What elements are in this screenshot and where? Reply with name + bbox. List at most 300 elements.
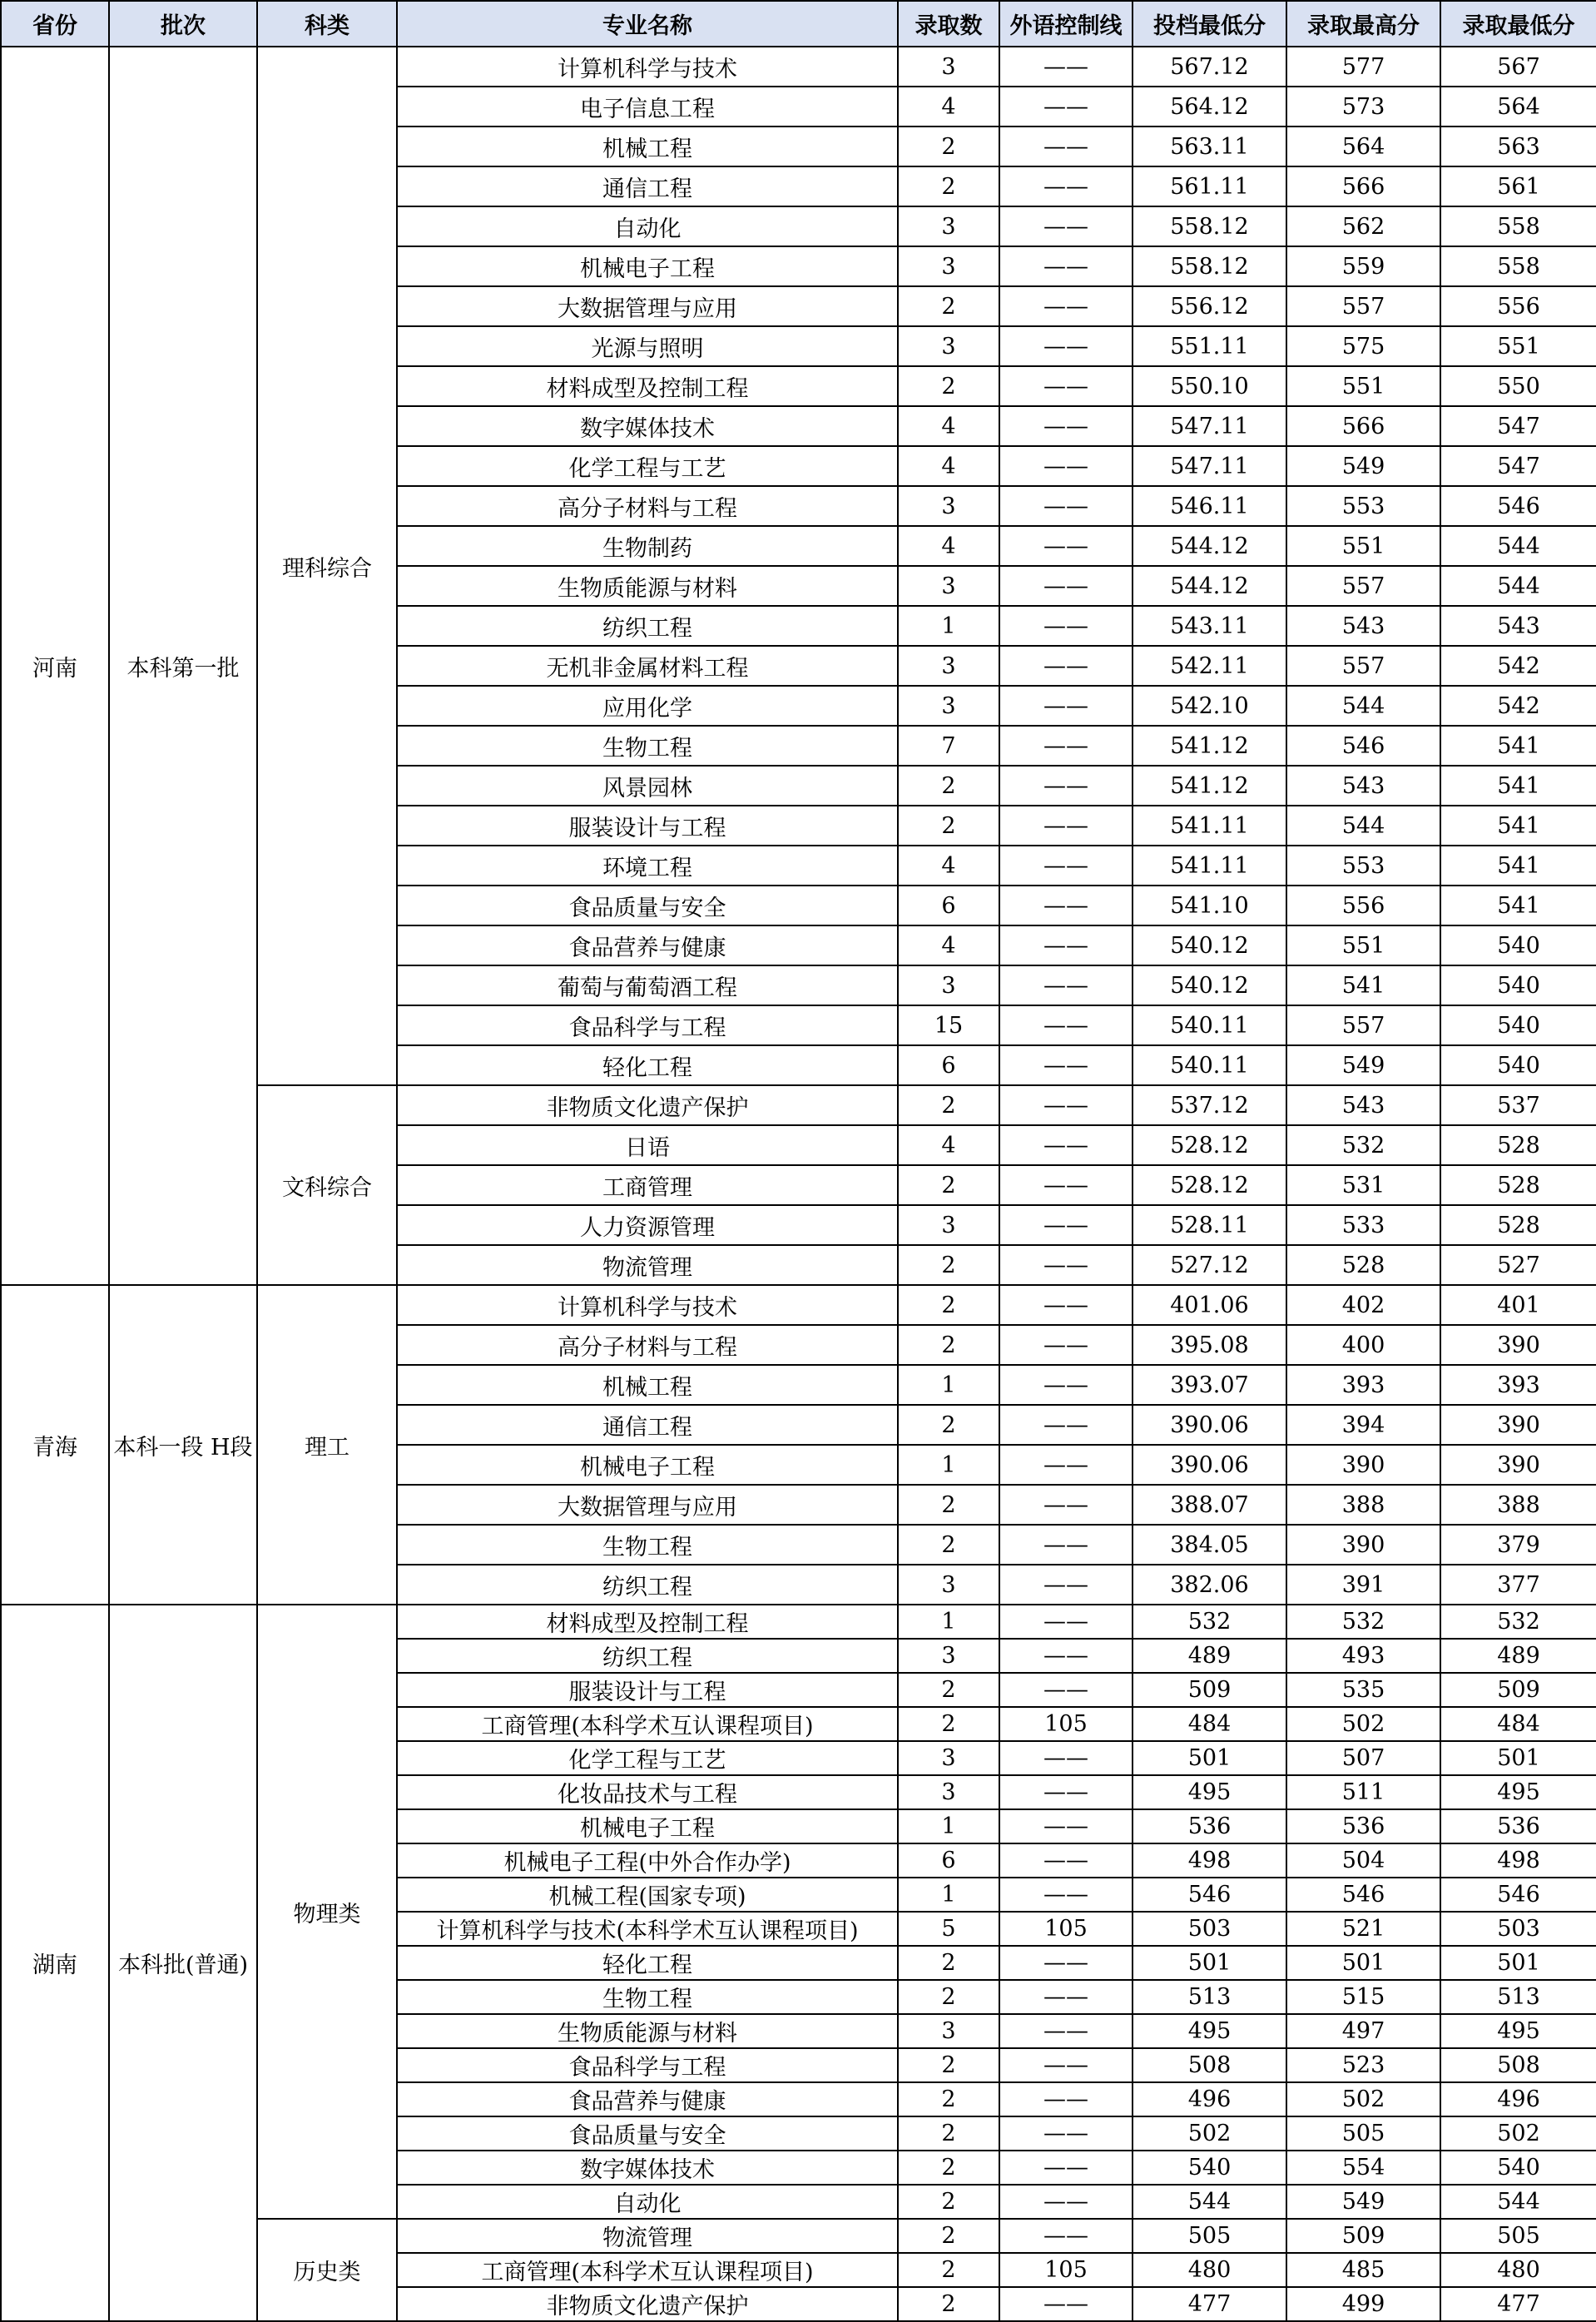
min-score-cell: 540 <box>1440 2151 1596 2185</box>
min-score-cell: 564 <box>1440 87 1596 127</box>
max-score-cell: 402 <box>1286 1285 1440 1325</box>
min-filing-score-cell: 393.07 <box>1133 1365 1286 1405</box>
language-control-line-cell: —— <box>999 366 1133 406</box>
language-control-line-cell: —— <box>999 2014 1133 2048</box>
language-control-line-cell: —— <box>999 1045 1133 1085</box>
major-name-cell: 计算机科学与技术(本科学术互认课程项目) <box>397 1912 898 1946</box>
province-cell: 河南 <box>1 47 109 1285</box>
language-control-line-cell: —— <box>999 766 1133 806</box>
language-control-line-cell: —— <box>999 1775 1133 1809</box>
max-score-cell: 388 <box>1286 1485 1440 1525</box>
language-control-line-cell: —— <box>999 1245 1133 1285</box>
language-control-line-cell: —— <box>999 886 1133 925</box>
min-filing-score-cell: 489 <box>1133 1639 1286 1673</box>
min-score-cell: 561 <box>1440 166 1596 206</box>
min-score-cell: 547 <box>1440 446 1596 486</box>
min-score-cell: 513 <box>1440 1980 1596 2014</box>
major-name-cell: 通信工程 <box>397 166 898 206</box>
major-name-cell: 计算机科学与技术 <box>397 47 898 87</box>
language-control-line-cell: —— <box>999 87 1133 127</box>
min-score-cell: 544 <box>1440 526 1596 566</box>
max-score-cell: 557 <box>1286 646 1440 686</box>
min-score-cell: 498 <box>1440 1843 1596 1878</box>
min-filing-score-cell: 390.06 <box>1133 1445 1286 1485</box>
admitted-count-cell: 2 <box>898 1946 999 1980</box>
max-score-cell: 521 <box>1286 1912 1440 1946</box>
admitted-count-cell: 2 <box>898 1980 999 2014</box>
min-score-cell: 541 <box>1440 766 1596 806</box>
header-max-score: 录取最高分 <box>1286 1 1440 47</box>
language-control-line-cell: —— <box>999 965 1133 1005</box>
major-name-cell: 自动化 <box>397 2185 898 2219</box>
min-filing-score-cell: 544 <box>1133 2185 1286 2219</box>
min-filing-score-cell: 541.12 <box>1133 766 1286 806</box>
header-category: 科类 <box>257 1 397 47</box>
language-control-line-cell: —— <box>999 47 1133 87</box>
min-filing-score-cell: 558.12 <box>1133 206 1286 246</box>
language-control-line-cell: —— <box>999 1365 1133 1405</box>
major-name-cell: 非物质文化遗产保护 <box>397 1085 898 1125</box>
min-filing-score-cell: 550.10 <box>1133 366 1286 406</box>
major-name-cell: 机械工程(国家专项) <box>397 1878 898 1912</box>
min-filing-score-cell: 540.12 <box>1133 965 1286 1005</box>
admitted-count-cell: 2 <box>898 1245 999 1285</box>
max-score-cell: 390 <box>1286 1525 1440 1565</box>
min-score-cell: 541 <box>1440 846 1596 886</box>
language-control-line-cell: —— <box>999 1445 1133 1485</box>
admitted-count-cell: 3 <box>898 486 999 526</box>
language-control-line-cell: 105 <box>999 2253 1133 2287</box>
language-control-line-cell: —— <box>999 1085 1133 1125</box>
admitted-count-cell: 2 <box>898 2048 999 2082</box>
min-filing-score-cell: 558.12 <box>1133 246 1286 286</box>
max-score-cell: 549 <box>1286 2185 1440 2219</box>
max-score-cell: 554 <box>1286 2151 1440 2185</box>
max-score-cell: 515 <box>1286 1980 1440 2014</box>
max-score-cell: 575 <box>1286 326 1440 366</box>
max-score-cell: 532 <box>1286 1125 1440 1165</box>
language-control-line-cell: —— <box>999 166 1133 206</box>
major-name-cell: 轻化工程 <box>397 1946 898 1980</box>
min-filing-score-cell: 528.12 <box>1133 1125 1286 1165</box>
max-score-cell: 531 <box>1286 1165 1440 1205</box>
language-control-line-cell: —— <box>999 1673 1133 1707</box>
category-cell: 理科综合 <box>257 47 397 1085</box>
min-score-cell: 489 <box>1440 1639 1596 1673</box>
table-body <box>1 47 1596 2321</box>
max-score-cell: 546 <box>1286 726 1440 766</box>
language-control-line-cell: —— <box>999 1741 1133 1775</box>
min-filing-score-cell: 532 <box>1133 1605 1286 1639</box>
major-name-cell: 生物制药 <box>397 526 898 566</box>
min-score-cell: 477 <box>1440 2287 1596 2321</box>
min-filing-score-cell: 390.06 <box>1133 1405 1286 1445</box>
major-name-cell: 化学工程与工艺 <box>397 1741 898 1775</box>
min-filing-score-cell: 527.12 <box>1133 1245 1286 1285</box>
language-control-line-cell: —— <box>999 2082 1133 2116</box>
min-score-cell: 546 <box>1440 486 1596 526</box>
min-score-cell: 541 <box>1440 886 1596 925</box>
min-filing-score-cell: 541.11 <box>1133 806 1286 846</box>
max-score-cell: 551 <box>1286 526 1440 566</box>
max-score-cell: 523 <box>1286 2048 1440 2082</box>
header-batch: 批次 <box>109 1 257 47</box>
min-score-cell: 390 <box>1440 1405 1596 1445</box>
min-score-cell: 505 <box>1440 2219 1596 2253</box>
min-filing-score-cell: 384.05 <box>1133 1525 1286 1565</box>
major-name-cell: 服装设计与工程 <box>397 806 898 846</box>
language-control-line-cell: —— <box>999 1605 1133 1639</box>
language-control-line-cell: —— <box>999 2185 1133 2219</box>
admitted-count-cell: 4 <box>898 1125 999 1165</box>
max-score-cell: 566 <box>1286 166 1440 206</box>
major-name-cell: 人力资源管理 <box>397 1205 898 1245</box>
major-name-cell: 计算机科学与技术 <box>397 1285 898 1325</box>
min-score-cell: 544 <box>1440 2185 1596 2219</box>
header-min-score: 录取最低分 <box>1440 1 1596 47</box>
language-control-line-cell: —— <box>999 1565 1133 1605</box>
language-control-line-cell: —— <box>999 1285 1133 1325</box>
language-control-line-cell: —— <box>999 1980 1133 2014</box>
min-filing-score-cell: 503 <box>1133 1912 1286 1946</box>
language-control-line-cell: —— <box>999 2219 1133 2253</box>
major-name-cell: 食品质量与安全 <box>397 2116 898 2151</box>
min-score-cell: 377 <box>1440 1565 1596 1605</box>
max-score-cell: 557 <box>1286 566 1440 606</box>
admitted-count-cell: 2 <box>898 127 999 166</box>
max-score-cell: 504 <box>1286 1843 1440 1878</box>
major-name-cell: 机械电子工程(中外合作办学) <box>397 1843 898 1878</box>
language-control-line-cell: —— <box>999 2151 1133 2185</box>
max-score-cell: 485 <box>1286 2253 1440 2287</box>
max-score-cell: 559 <box>1286 246 1440 286</box>
admitted-count-cell: 1 <box>898 1365 999 1405</box>
admitted-count-cell: 3 <box>898 206 999 246</box>
max-score-cell: 502 <box>1286 2082 1440 2116</box>
min-score-cell: 556 <box>1440 286 1596 326</box>
major-name-cell: 通信工程 <box>397 1405 898 1445</box>
language-control-line-cell: —— <box>999 1878 1133 1912</box>
min-score-cell: 542 <box>1440 646 1596 686</box>
min-filing-score-cell: 388.07 <box>1133 1485 1286 1525</box>
major-name-cell: 机械电子工程 <box>397 246 898 286</box>
min-score-cell: 547 <box>1440 406 1596 446</box>
min-score-cell: 567 <box>1440 47 1596 87</box>
min-filing-score-cell: 567.12 <box>1133 47 1286 87</box>
batch-cell: 本科批(普通) <box>109 1605 257 2321</box>
major-name-cell: 纺织工程 <box>397 1565 898 1605</box>
language-control-line-cell: —— <box>999 446 1133 486</box>
min-score-cell: 509 <box>1440 1673 1596 1707</box>
major-name-cell: 纺织工程 <box>397 606 898 646</box>
min-filing-score-cell: 563.11 <box>1133 127 1286 166</box>
major-name-cell: 材料成型及控制工程 <box>397 366 898 406</box>
major-name-cell: 机械工程 <box>397 1365 898 1405</box>
min-filing-score-cell: 540.12 <box>1133 925 1286 965</box>
min-score-cell: 528 <box>1440 1165 1596 1205</box>
admitted-count-cell: 2 <box>898 286 999 326</box>
min-filing-score-cell: 498 <box>1133 1843 1286 1878</box>
min-filing-score-cell: 542.10 <box>1133 686 1286 726</box>
min-score-cell: 540 <box>1440 925 1596 965</box>
admitted-count-cell: 1 <box>898 1445 999 1485</box>
max-score-cell: 493 <box>1286 1639 1440 1673</box>
admitted-count-cell: 1 <box>898 606 999 646</box>
max-score-cell: 543 <box>1286 606 1440 646</box>
major-name-cell: 无机非金属材料工程 <box>397 646 898 686</box>
table-row <box>1 1285 1596 1325</box>
min-filing-score-cell: 561.11 <box>1133 166 1286 206</box>
header-province: 省份 <box>1 1 109 47</box>
language-control-line-cell: —— <box>999 1205 1133 1245</box>
min-filing-score-cell: 547.11 <box>1133 406 1286 446</box>
min-score-cell: 544 <box>1440 566 1596 606</box>
min-filing-score-cell: 541.10 <box>1133 886 1286 925</box>
min-filing-score-cell: 484 <box>1133 1707 1286 1741</box>
language-control-line-cell: —— <box>999 925 1133 965</box>
province-cell: 湖南 <box>1 1605 109 2321</box>
max-score-cell: 549 <box>1286 1045 1440 1085</box>
batch-cell: 本科第一批 <box>109 47 257 1285</box>
table-row <box>1 47 1596 87</box>
max-score-cell: 535 <box>1286 1673 1440 1707</box>
max-score-cell: 556 <box>1286 886 1440 925</box>
major-name-cell: 工商管理(本科学术互认课程项目) <box>397 1707 898 1741</box>
min-filing-score-cell: 477 <box>1133 2287 1286 2321</box>
min-filing-score-cell: 541.11 <box>1133 846 1286 886</box>
max-score-cell: 543 <box>1286 766 1440 806</box>
major-name-cell: 高分子材料与工程 <box>397 1325 898 1365</box>
major-name-cell: 食品营养与健康 <box>397 2082 898 2116</box>
language-control-line-cell: —— <box>999 406 1133 446</box>
min-score-cell: 484 <box>1440 1707 1596 1741</box>
major-name-cell: 食品营养与健康 <box>397 925 898 965</box>
major-name-cell: 化学工程与工艺 <box>397 446 898 486</box>
admitted-count-cell: 3 <box>898 246 999 286</box>
min-filing-score-cell: 537.12 <box>1133 1085 1286 1125</box>
admitted-count-cell: 4 <box>898 925 999 965</box>
min-filing-score-cell: 501 <box>1133 1741 1286 1775</box>
max-score-cell: 497 <box>1286 2014 1440 2048</box>
admitted-count-cell: 1 <box>898 1809 999 1843</box>
category-cell: 物理类 <box>257 1605 397 2219</box>
major-name-cell: 材料成型及控制工程 <box>397 1605 898 1639</box>
min-score-cell: 528 <box>1440 1205 1596 1245</box>
language-control-line-cell: —— <box>999 127 1133 166</box>
min-filing-score-cell: 544.12 <box>1133 526 1286 566</box>
major-name-cell: 环境工程 <box>397 846 898 886</box>
admitted-count-cell: 15 <box>898 1005 999 1045</box>
min-score-cell: 495 <box>1440 2014 1596 2048</box>
min-filing-score-cell: 509 <box>1133 1673 1286 1707</box>
min-filing-score-cell: 401.06 <box>1133 1285 1286 1325</box>
min-filing-score-cell: 544.12 <box>1133 566 1286 606</box>
min-score-cell: 393 <box>1440 1365 1596 1405</box>
header-language-line: 外语控制线 <box>999 1 1133 47</box>
language-control-line-cell: —— <box>999 1843 1133 1878</box>
max-score-cell: 566 <box>1286 406 1440 446</box>
province-cell: 青海 <box>1 1285 109 1605</box>
language-control-line-cell: 105 <box>999 1912 1133 1946</box>
max-score-cell: 553 <box>1286 846 1440 886</box>
min-score-cell: 551 <box>1440 326 1596 366</box>
max-score-cell: 544 <box>1286 806 1440 846</box>
major-name-cell: 自动化 <box>397 206 898 246</box>
admitted-count-cell: 4 <box>898 87 999 127</box>
major-name-cell: 生物工程 <box>397 1525 898 1565</box>
major-name-cell: 机械工程 <box>397 127 898 166</box>
header-min-filing-score: 投档最低分 <box>1133 1 1286 47</box>
language-control-line-cell: —— <box>999 566 1133 606</box>
language-control-line-cell: —— <box>999 686 1133 726</box>
language-control-line-cell: —— <box>999 1405 1133 1445</box>
max-score-cell: 551 <box>1286 925 1440 965</box>
major-name-cell: 工商管理(本科学术互认课程项目) <box>397 2253 898 2287</box>
max-score-cell: 505 <box>1286 2116 1440 2151</box>
min-filing-score-cell: 540.11 <box>1133 1005 1286 1045</box>
max-score-cell: 553 <box>1286 486 1440 526</box>
admitted-count-cell: 2 <box>898 1707 999 1741</box>
min-score-cell: 480 <box>1440 2253 1596 2287</box>
language-control-line-cell: —— <box>999 726 1133 766</box>
admitted-count-cell: 3 <box>898 326 999 366</box>
major-name-cell: 大数据管理与应用 <box>397 286 898 326</box>
language-control-line-cell: —— <box>999 1809 1133 1843</box>
admitted-count-cell: 3 <box>898 686 999 726</box>
category-cell: 理工 <box>257 1285 397 1605</box>
min-score-cell: 501 <box>1440 1741 1596 1775</box>
major-name-cell: 化妆品技术与工程 <box>397 1775 898 1809</box>
min-score-cell: 540 <box>1440 1045 1596 1085</box>
language-control-line-cell: —— <box>999 1525 1133 1565</box>
min-score-cell: 508 <box>1440 2048 1596 2082</box>
max-score-cell: 536 <box>1286 1809 1440 1843</box>
min-score-cell: 558 <box>1440 246 1596 286</box>
admitted-count-cell: 3 <box>898 965 999 1005</box>
min-score-cell: 558 <box>1440 206 1596 246</box>
max-score-cell: 564 <box>1286 127 1440 166</box>
admitted-count-cell: 3 <box>898 566 999 606</box>
admitted-count-cell: 2 <box>898 2151 999 2185</box>
major-name-cell: 应用化学 <box>397 686 898 726</box>
major-name-cell: 日语 <box>397 1125 898 1165</box>
max-score-cell: 400 <box>1286 1325 1440 1365</box>
category-cell: 文科综合 <box>257 1085 397 1285</box>
min-score-cell: 502 <box>1440 2116 1596 2151</box>
min-filing-score-cell: 528.12 <box>1133 1165 1286 1205</box>
min-score-cell: 537 <box>1440 1085 1596 1125</box>
admitted-count-cell: 2 <box>898 1525 999 1565</box>
min-score-cell: 550 <box>1440 366 1596 406</box>
admitted-count-cell: 4 <box>898 846 999 886</box>
min-filing-score-cell: 502 <box>1133 2116 1286 2151</box>
admitted-count-cell: 6 <box>898 886 999 925</box>
major-name-cell: 食品科学与工程 <box>397 2048 898 2082</box>
admitted-count-cell: 3 <box>898 47 999 87</box>
batch-cell: 本科一段 H段 <box>109 1285 257 1605</box>
min-score-cell: 401 <box>1440 1285 1596 1325</box>
major-name-cell: 非物质文化遗产保护 <box>397 2287 898 2321</box>
min-score-cell: 532 <box>1440 1605 1596 1639</box>
major-name-cell: 纺织工程 <box>397 1639 898 1673</box>
major-name-cell: 工商管理 <box>397 1165 898 1205</box>
language-control-line-cell: —— <box>999 806 1133 846</box>
language-control-line-cell: —— <box>999 1125 1133 1165</box>
min-score-cell: 496 <box>1440 2082 1596 2116</box>
admitted-count-cell: 1 <box>898 1605 999 1639</box>
language-control-line-cell: —— <box>999 326 1133 366</box>
max-score-cell: 533 <box>1286 1205 1440 1245</box>
max-score-cell: 549 <box>1286 446 1440 486</box>
major-name-cell: 机械电子工程 <box>397 1809 898 1843</box>
admitted-count-cell: 3 <box>898 1565 999 1605</box>
major-name-cell: 光源与照明 <box>397 326 898 366</box>
admitted-count-cell: 6 <box>898 1843 999 1878</box>
max-score-cell: 551 <box>1286 366 1440 406</box>
major-name-cell: 生物质能源与材料 <box>397 566 898 606</box>
language-control-line-cell: —— <box>999 2048 1133 2082</box>
admitted-count-cell: 7 <box>898 726 999 766</box>
min-score-cell: 528 <box>1440 1125 1596 1165</box>
admitted-count-cell: 2 <box>898 2253 999 2287</box>
min-score-cell: 501 <box>1440 1946 1596 1980</box>
header-major: 专业名称 <box>397 1 898 47</box>
admitted-count-cell: 2 <box>898 2082 999 2116</box>
major-name-cell: 食品质量与安全 <box>397 886 898 925</box>
major-name-cell: 机械电子工程 <box>397 1445 898 1485</box>
max-score-cell: 502 <box>1286 1707 1440 1741</box>
max-score-cell: 573 <box>1286 87 1440 127</box>
max-score-cell: 393 <box>1286 1365 1440 1405</box>
admitted-count-cell: 2 <box>898 366 999 406</box>
admitted-count-cell: 2 <box>898 1165 999 1205</box>
admitted-count-cell: 2 <box>898 1673 999 1707</box>
admitted-count-cell: 6 <box>898 1045 999 1085</box>
language-control-line-cell: —— <box>999 526 1133 566</box>
admitted-count-cell: 2 <box>898 806 999 846</box>
admitted-count-cell: 3 <box>898 2014 999 2048</box>
min-filing-score-cell: 564.12 <box>1133 87 1286 127</box>
major-name-cell: 大数据管理与应用 <box>397 1485 898 1525</box>
min-filing-score-cell: 556.12 <box>1133 286 1286 326</box>
admitted-count-cell: 2 <box>898 1285 999 1325</box>
min-filing-score-cell: 551.11 <box>1133 326 1286 366</box>
category-cell: 历史类 <box>257 2219 397 2321</box>
min-score-cell: 541 <box>1440 806 1596 846</box>
min-score-cell: 541 <box>1440 726 1596 766</box>
admitted-count-cell: 2 <box>898 1405 999 1445</box>
max-score-cell: 546 <box>1286 1878 1440 1912</box>
admitted-count-cell: 4 <box>898 446 999 486</box>
min-score-cell: 390 <box>1440 1325 1596 1365</box>
min-score-cell: 546 <box>1440 1878 1596 1912</box>
max-score-cell: 507 <box>1286 1741 1440 1775</box>
min-filing-score-cell: 382.06 <box>1133 1565 1286 1605</box>
table-header <box>1 1 1596 47</box>
language-control-line-cell: —— <box>999 606 1133 646</box>
language-control-line-cell: —— <box>999 286 1133 326</box>
min-filing-score-cell: 540.11 <box>1133 1045 1286 1085</box>
admitted-count-cell: 3 <box>898 1741 999 1775</box>
language-control-line-cell: 105 <box>999 1707 1133 1741</box>
min-filing-score-cell: 508 <box>1133 2048 1286 2082</box>
min-score-cell: 540 <box>1440 965 1596 1005</box>
min-filing-score-cell: 495 <box>1133 1775 1286 1809</box>
max-score-cell: 541 <box>1286 965 1440 1005</box>
table-row <box>1 1605 1596 1639</box>
max-score-cell: 532 <box>1286 1605 1440 1639</box>
min-filing-score-cell: 546 <box>1133 1878 1286 1912</box>
